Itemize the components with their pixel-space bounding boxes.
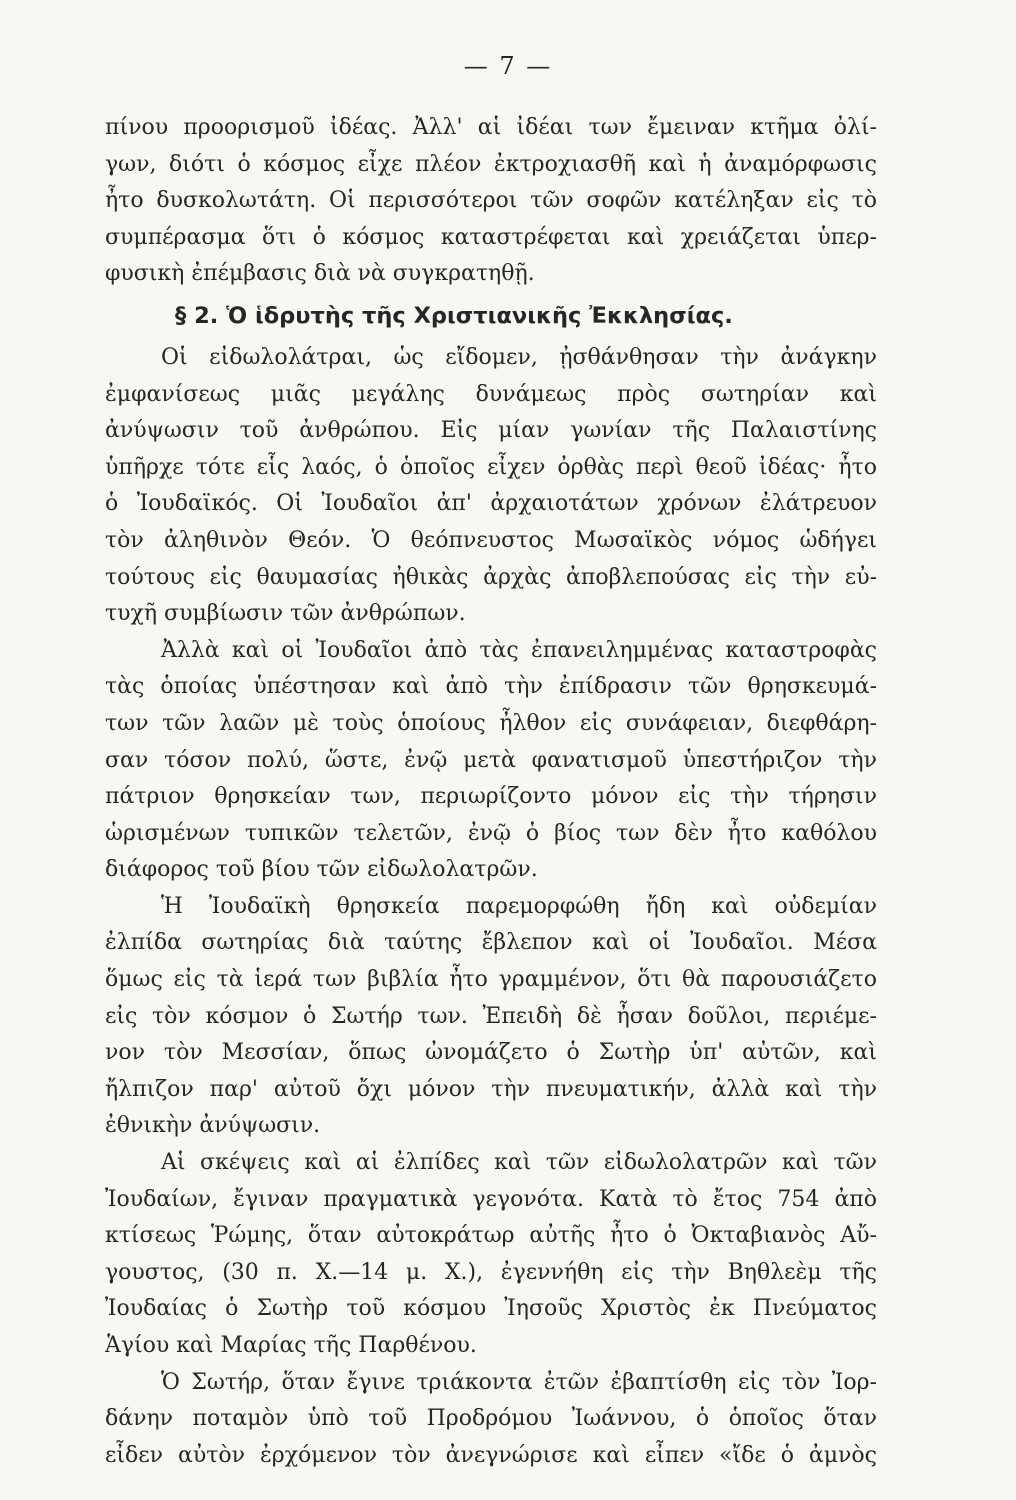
text-line: Ἁγίου καὶ Μαρίας τῆς Παρθένου. (105, 1333, 477, 1358)
paragraph-3 (105, 889, 877, 1145)
text-line: εἰς τὸν κόσμον ὁ Σωτήρ των. Ἐπειδὴ δὲ ἦσαν δοῦλοι, περιέμε- (105, 1003, 877, 1029)
text-line: πίνου προορισμοῦ ἰδέας. Ἀλλ' αἱ ἰδέαι των ἔμειναν κτῆμα ὀλί- (105, 115, 877, 140)
text-line: τὰς ὁποίας ὑπέστησαν καὶ ἀπὸ τὴν ἐπίδρασιν τῶν θρησκευμά- (105, 674, 877, 700)
paragraph-5 (105, 1365, 877, 1475)
text-line: Ἡ Ἰουδαϊκὴ θρησκεία παρεμορφώθη ἤδη καὶ οὐδεμίαν (161, 893, 877, 919)
text-line: Ἰουδαίας ὁ Σωτὴρ τοῦ κόσμου Ἰησοῦς Χριστὸς ἐκ Πνεύματος (105, 1296, 877, 1322)
text-line: ἀνύψωσιν τοῦ ἀνθρώπου. Εἰς μίαν γωνίαν τῆς Παλαιστίνης (105, 418, 877, 444)
text-line: ἐλπίδα σωτηρίας διὰ ταύτης ἔβλεπον καὶ οἱ Ἰουδαῖοι. Μέσα (105, 930, 877, 956)
text-line: σαν τόσον πολύ, ὥστε, ἐνῷ μετὰ φανατισμοῦ ὑπεστήριζον τὴν (105, 747, 877, 773)
text-line: ὁ Ἰουδαϊκός. Οἱ Ἰουδαῖοι ἀπ' ἀρχαιοτάτων χρόνων ἐλάτρευον (105, 491, 877, 517)
text-line: διάφορος τοῦ βίου τῶν εἰδωλολατρῶν. (105, 857, 538, 883)
text-line: ἐμφανίσεως μιᾶς μεγάλης δυνάμεως πρὸς σωτηρίαν καὶ (105, 381, 877, 407)
paragraph-4 (105, 1145, 877, 1365)
text-line: εἶδεν αὐτὸν ἐρχόμενον τὸν ἀνεγνώρισε καὶ εἶπεν «ἴδε ὁ ἀμνὸς (105, 1442, 877, 1468)
text-line: τυχῆ συμβίωσιν τῶν ἀνθρώπων. (105, 601, 466, 627)
text-line: πάτριον θρησκείαν των, περιωρίζοντο μόνον εἰς τὴν τήρησιν (105, 784, 877, 810)
text-line: νον τὸν Μεσσίαν, ὅπως ὠνομάζετο ὁ Σωτὴρ ὑπ' αὐτῶν, καὶ (105, 1040, 877, 1066)
text-line: τούτους εἰς θαυμασίας ἠθικὰς ἀρχὰς ἀποβλεπούσας εἰς τὴν εὐ- (105, 564, 877, 590)
text-line: Οἱ εἰδωλολάτραι, ὡς εἴδομεν, ᾐσθάνθησαν τὴν ἀνάγκην (161, 344, 877, 370)
text-line: δάνην ποταμὸν ὑπὸ τοῦ Προδρόμου Ἰωάννου, ὁ ὁποῖος ὅταν (105, 1406, 877, 1432)
text-line: γουστος, (30 π. Χ.—14 μ. Χ.), ἐγεννήθη εἰς τὴν Βηθλεὲμ τῆς (105, 1259, 877, 1285)
text-line: ἐθνικὴν ἀνύψωσιν. (105, 1113, 321, 1139)
text-line: φυσικὴ ἐπέμβασις διὰ νὰ συγκρατηθῇ. (105, 261, 535, 287)
text-line: ἤλπιζον παρ' αὐτοῦ ὄχι μόνον τὴν πνευματικήν, ἀλλὰ καὶ τὴν (105, 1076, 877, 1102)
paragraph-1 (105, 340, 877, 633)
text-line: κτίσεως Ῥώμης, ὅταν αὐτοκράτωρ αὐτῆς ἦτο ὁ Ὀκταβιανὸς Αὔ- (105, 1223, 877, 1249)
text-line: Ἰουδαίων, ἔγιναν πραγματικὰ γεγονότα. Κατὰ τὸ ἔτος 754 ἀπὸ (105, 1186, 877, 1212)
text-line: Ὁ Σωτήρ, ὅταν ἔγινε τριάκοντα ἐτῶν ἐβαπτίσθη εἰς τὸν Ἰορ- (161, 1369, 877, 1395)
page-number: — 7 — (463, 52, 553, 80)
text-line: ὅμως εἰς τὰ ἱερά των βιβλία ἦτο γραμμένον, ὅτι θὰ παρουσιάζετο (105, 967, 877, 993)
text-line: συμπέρασμα ὅτι ὁ κόσμος καταστρέφεται καὶ χρειάζεται ὑπερ- (105, 224, 877, 250)
text-line: Αἱ σκέψεις καὶ αἱ ἐλπίδες καὶ τῶν εἰδωλολατρῶν καὶ τῶν (161, 1150, 877, 1176)
text-line: Ἀλλὰ καὶ οἱ Ἰουδαῖοι ἀπὸ τὰς ἐπανειλημμένας καταστροφὰς (161, 637, 877, 663)
text-line: γων, διότι ὁ κόσμος εἶχε πλέον ἐκτροχιασθῆ καὶ ἡ ἀναμόρφωσις (105, 151, 877, 177)
text-line: ὑπῆρχε τότε εἷς λαός, ὁ ὁποῖος εἶχεν ὀρθὰς περὶ θεοῦ ἰδέας· ἦτο (105, 454, 877, 480)
paragraph-2 (105, 633, 877, 889)
page-body (105, 110, 877, 1474)
text-line: των τῶν λαῶν μὲ τοὺς ὁποίους ἦλθον εἰς συνάφειαν, διεφθάρη- (105, 710, 877, 736)
intro-paragraph (105, 110, 877, 293)
section-heading: § 2. Ὁ ἱδρυτὴς τῆς Χριστιανικῆς Ἐκκλησίας. (175, 302, 733, 329)
text-line: τὸν ἀληθινὸν Θεόν. Ὁ θεόπνευστος Μωσαϊκὸς νόμος ὡδήγει (105, 527, 877, 553)
text-line: ἦτο δυσκολωτάτη. Οἱ περισσότεροι τῶν σοφῶν κατέληξαν εἰς τὸ (105, 188, 877, 214)
text-line: ὡρισμένων τυπικῶν τελετῶν, ἐνῷ ὁ βίος των δὲν ἦτο καθόλου (105, 820, 877, 846)
